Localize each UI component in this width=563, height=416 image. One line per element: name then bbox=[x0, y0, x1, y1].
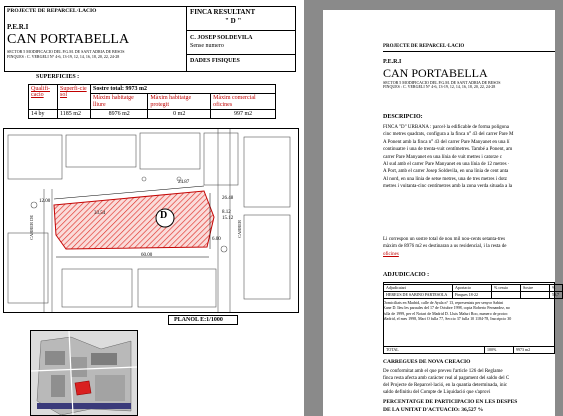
subtitle-2-line-2: FINQUES : C. VERGELI N° 4-6, 13-19, 12, 14, 16, 18, 20, 22, 24-28 bbox=[383, 84, 496, 89]
subtitle-line-2: FINQUES : C. VERGELI N° 4-6, 13-19, 12, 14, 16, 18, 20, 22, 24-28 bbox=[7, 54, 120, 59]
adj-note-line: Kane D. lleu les paraules del 17 de Octubre 1998, copia Roberto Fernandez, no bbox=[383, 305, 510, 311]
location-thumbnail bbox=[30, 330, 138, 416]
carregues-line: del Projecte de Reparcel·lació, en la quantia determinada, inic bbox=[383, 383, 508, 388]
description-line: continuatre i una de trenta-vuit centímetres. També a Ponent, am bbox=[383, 147, 513, 153]
site-plan-map bbox=[4, 129, 298, 312]
adj-table-frame bbox=[383, 282, 555, 346]
plan-name: CAN PORTABELLA bbox=[7, 32, 130, 47]
adj-total-sostre: 9973 m2 bbox=[514, 347, 555, 354]
descripcio-label: DESCRIPCIO: bbox=[383, 114, 423, 120]
street-number: Sense numero bbox=[190, 43, 224, 49]
description-line: A Ponent amb la finca n° 43 del carrer Pare Manyanet en una lí bbox=[383, 139, 510, 145]
description-line: A Port, amb el carrer Josep Soldevila, en una línia de cent anta bbox=[383, 169, 509, 175]
street-label-left: CARRER DE bbox=[29, 214, 34, 240]
correspondence-line: màxim de 8976 m2 es destinaran a us residencial, i la resta de bbox=[383, 244, 507, 250]
project-heading-2: PROJECTE DE REPARCEL·LACIO bbox=[383, 44, 465, 49]
carregues-line: saldo definitiu del Compte de Liquidació que s'aprovi bbox=[383, 390, 491, 395]
col-qualificacio: Qualifi-cacio bbox=[29, 85, 58, 110]
dim-label: 8.12 bbox=[222, 210, 231, 215]
carregues-block bbox=[383, 368, 509, 396]
street-label-right: CARRER bbox=[237, 219, 242, 238]
adj-header: Adjudicatari bbox=[384, 285, 453, 292]
project-heading: PROJECTE DE REPARCEL·LACIO bbox=[7, 8, 97, 14]
peri-label: P.E.R.I bbox=[7, 23, 29, 31]
plan-name-2: CAN PORTABELLA bbox=[383, 66, 488, 80]
adj-cell: HEREUS DE SABINO PARTESOLA bbox=[384, 292, 453, 299]
adj-header: % cessio bbox=[492, 285, 521, 292]
table-cell: 14 by bbox=[29, 109, 58, 118]
adj-note-line: fulla de 1999, per el Notari de Madrid D. Lluis Maluri Roo, numero de protoc bbox=[383, 310, 508, 316]
adj-cell: Finques 18-22 bbox=[453, 292, 492, 299]
parcel-label: D bbox=[160, 210, 168, 221]
dim-label: 26.48 bbox=[222, 196, 234, 201]
adj-note-line: Domiciliats en Madrid, calle de Ayala n° 13, representats per senyor Sabini bbox=[383, 300, 504, 305]
adj-header: Aportacio bbox=[453, 285, 492, 292]
dim-label: 33.54 bbox=[94, 211, 106, 216]
superficies-label: SUPERFICIES : bbox=[36, 74, 80, 80]
correspondence-line: Li correspon un sostre total de nou mil nou-cents setanta-tres bbox=[383, 237, 506, 242]
finca-letter: " D " bbox=[225, 17, 242, 25]
table-cell: 997 m2 bbox=[211, 109, 276, 118]
carregues-line: De conformitat amb el que preveu l'article 126 del Reglame bbox=[383, 369, 503, 374]
adj-header: % bbox=[550, 285, 563, 292]
table-cell: 8976 m2 bbox=[91, 109, 148, 118]
col-sostre-total: Sostre total: 9973 m2 bbox=[91, 85, 276, 94]
col-comercial: Màxim comercial oficines bbox=[211, 94, 276, 110]
adj-cell: 59,7 bbox=[550, 292, 563, 299]
adj-header: Sostre bbox=[521, 285, 550, 292]
description-line: carrer Pare Manyanet en una línia de vuit metres i catorze c bbox=[383, 154, 502, 160]
planol-label: PLANOL E:1/1000 bbox=[174, 317, 223, 323]
carregues-line: finca resta afecta amb caràcter real al pagament del saldo del C bbox=[383, 376, 510, 381]
dim-label: 24.87 bbox=[178, 180, 190, 185]
adj-total-label: TOTAL bbox=[384, 347, 485, 354]
description-line: Al sud amb el carrer Pare Manyanet en una línia de 12 metres · bbox=[383, 162, 510, 168]
peri-label-2: P.E.R.I bbox=[383, 59, 402, 65]
correspondence-line: oficines bbox=[383, 251, 399, 257]
subtitle-2-line-1: SECTOR 5 MODIFICACIO DEL P.G.M. DE SANT ADRIA DE BESOS bbox=[383, 80, 501, 85]
correspondence-block bbox=[383, 236, 506, 258]
adj-total-percent: 100% bbox=[485, 347, 514, 354]
description-line: cinc metres quadrats, configura a la finca n° 43 del carrer Pare M bbox=[383, 132, 514, 138]
percentatge-label: PERCENTATGE DE PARTICIPACIO EN LES DESPES bbox=[383, 399, 518, 405]
finca-title: FINCA RESULTANT bbox=[190, 8, 256, 16]
carregues-label: CARREGUES DE NOVA CREACIO bbox=[383, 359, 471, 365]
description-line: Al nord, en una línia de setse metres, una de tres metres i dotz bbox=[383, 176, 507, 182]
dim-label: 15.12 bbox=[222, 216, 234, 221]
description-block bbox=[383, 124, 513, 191]
adj-note-line: Madrid, el mes 1998, Mari O fulla 77, Seccio 37 fulla 10 1184-78, Inscripcio 30 bbox=[383, 316, 512, 322]
table-cell: 0 m2 bbox=[148, 109, 211, 118]
street-name: C. JOSEP SOLDEVILA bbox=[190, 35, 253, 41]
dades-label: DADES FISIQUES bbox=[190, 58, 240, 64]
table-cell: 1185 m2 bbox=[58, 109, 91, 118]
col-superficie: Superfi-cie sol bbox=[58, 85, 91, 110]
description-line: metres i vuitanta-cinc centímetres amb la zona verda situada a la bbox=[383, 184, 513, 190]
col-habitatge-protegit: Màxim habitatge protegit bbox=[148, 94, 211, 110]
dim-label: 6.00 bbox=[212, 237, 221, 242]
dim-label: 60.00 bbox=[141, 253, 153, 258]
percentatge-value: DE LA UNITAT D'ACTUACIO: 36,527 % bbox=[383, 407, 484, 413]
col-habitatge-lliure: Màxim habitatge lliure bbox=[91, 94, 148, 110]
adjudicacio-label: ADJUDICACIO : bbox=[383, 272, 430, 278]
subtitle-line-1: SECTOR 5 MODIFICACIO DEL P.G.M. DE SANT ADRIA DE BESOS bbox=[7, 49, 125, 54]
document-page-2 bbox=[323, 10, 559, 416]
adj-total-row bbox=[383, 346, 555, 354]
dim-label: 12.00 bbox=[39, 199, 51, 204]
surfaces-table bbox=[28, 84, 276, 119]
description-line: FINCA "D" URBANA : parcel·la edificable de forma poligona bbox=[383, 125, 509, 130]
